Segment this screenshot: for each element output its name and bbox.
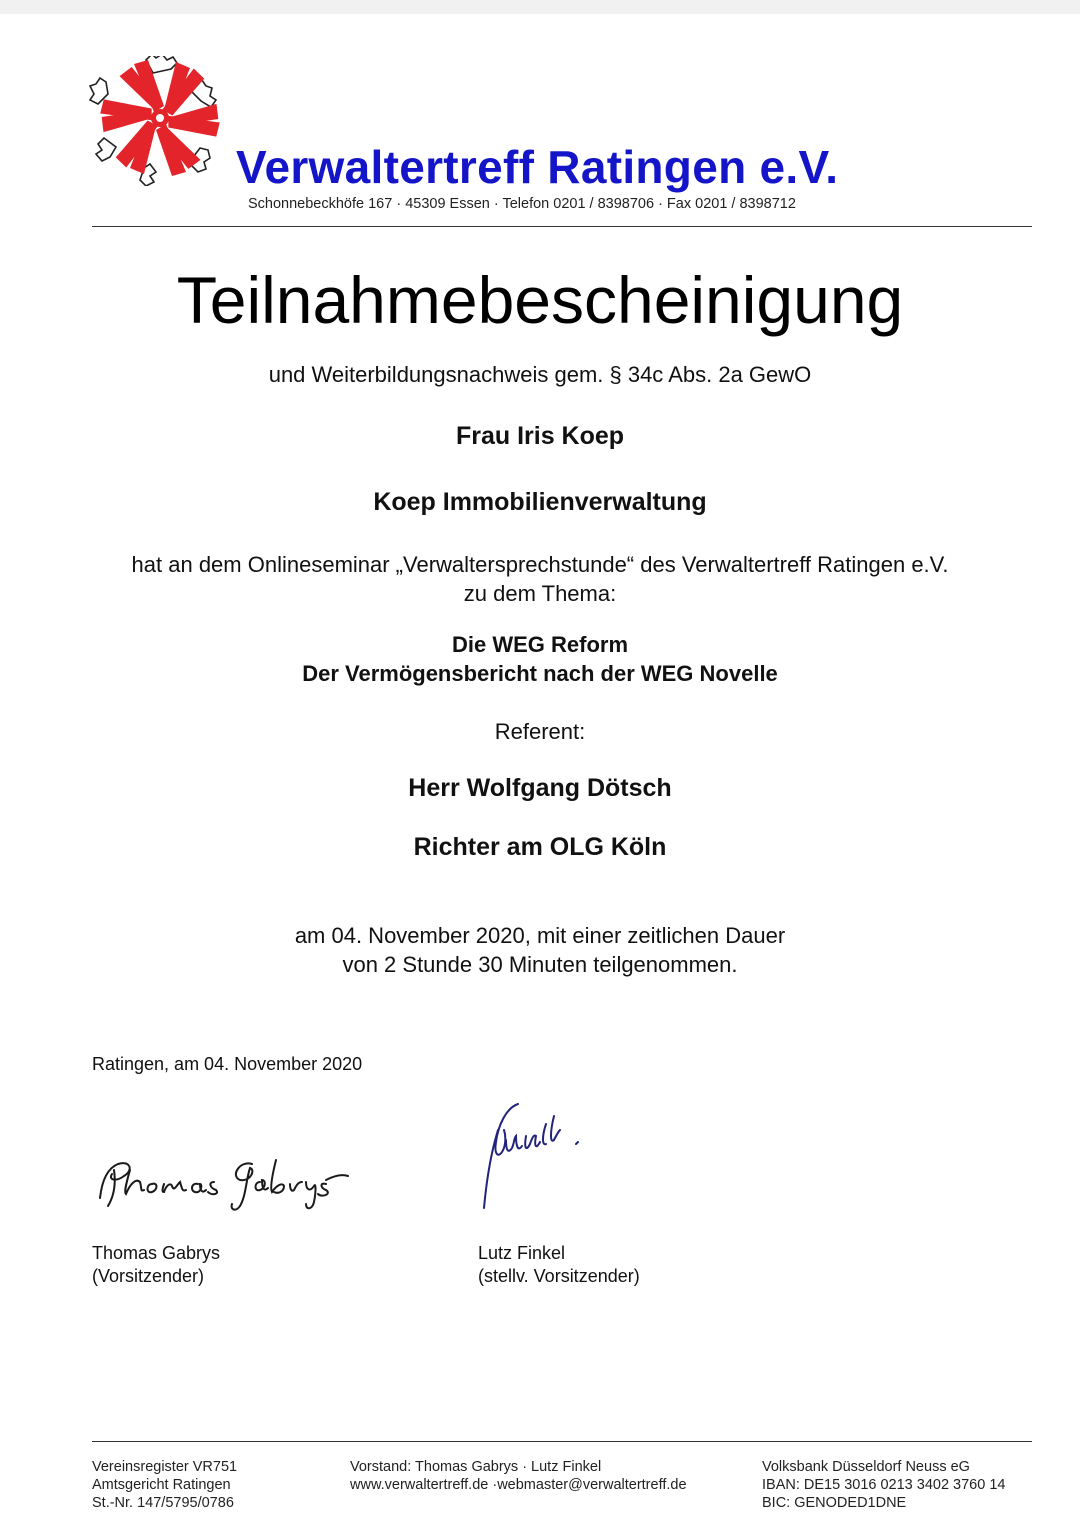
signer-1-role: (Vorsitzender) xyxy=(92,1266,205,1286)
signer-1-block xyxy=(92,1242,220,1288)
organization-address: Schonnebeckhöfe 167 · 45309 Essen · Telefon 0201 / 8398706 · Fax 0201 / 8398712 xyxy=(248,196,796,212)
signer-1-name: Thomas Gabrys xyxy=(92,1243,221,1263)
footer-bic-line: BIC: GENODED1DNE xyxy=(762,1495,907,1511)
signature-thomas-gabrys xyxy=(90,1140,360,1220)
footer-iban-line: IBAN: DE15 3016 0213 3402 3760 14 xyxy=(762,1477,1006,1493)
footer-court-line: Amtsgericht Ratingen xyxy=(92,1477,231,1493)
topic-line-2: Der Vermögensbericht nach der WEG Novelle xyxy=(302,661,778,686)
verwaltertreff-logo xyxy=(88,56,228,186)
place-and-date: Ratingen, am 04. November 2020 xyxy=(92,1054,363,1074)
document-title: Teilnahmebescheinigung xyxy=(176,263,904,337)
footer-web-line: www.verwaltertreff.de ·webmaster@verwaltertreff.de xyxy=(350,1477,687,1493)
participant-name: Frau Iris Koep xyxy=(455,422,625,450)
document-subtitle: und Weiterbildungsnachweis gem. § 34c Abs. 2a GewO xyxy=(268,362,812,387)
header-divider xyxy=(92,226,1032,227)
signer-2-role: (stellv. Vorsitzender) xyxy=(478,1266,640,1286)
date-duration-line-1: am 04. November 2020, mit einer zeitlichen Dauer xyxy=(294,923,786,948)
footer-bank-info xyxy=(762,1458,1005,1512)
footer-register-info xyxy=(92,1458,237,1512)
footer-tax-line: St.-Nr. 147/5795/0786 xyxy=(92,1495,234,1511)
footer-bank-line: Volksbank Düsseldorf Neuss eG xyxy=(762,1459,970,1475)
participant-company: Koep Immobilienverwaltung xyxy=(373,488,707,516)
speaker-name: Herr Wolfgang Dötsch xyxy=(408,774,672,802)
organization-name: Verwaltertreff Ratingen e.V. xyxy=(236,141,839,193)
seminar-intro-line-2: zu dem Thema: xyxy=(463,581,617,606)
topic-line-1: Die WEG Reform xyxy=(451,632,629,657)
speaker-label: Referent: xyxy=(494,719,586,744)
top-bar xyxy=(0,0,1080,14)
date-duration-line-2: von 2 Stunde 30 Minuten teilgenommen. xyxy=(342,952,738,977)
speaker-role: Richter am OLG Köln xyxy=(413,833,667,861)
footer-board-line: Vorstand: Thomas Gabrys · Lutz Finkel xyxy=(350,1459,602,1475)
footer-divider xyxy=(92,1441,1032,1442)
footer-board-info xyxy=(350,1458,687,1494)
seminar-intro-line-1: hat an dem Onlineseminar „Verwaltersprechstunde“ des Verwaltertreff Ratingen e.V. xyxy=(131,552,949,577)
footer-register-line: Vereinsregister VR751 xyxy=(92,1459,238,1475)
signer-2-block xyxy=(478,1242,640,1288)
signature-lutz-finkel xyxy=(476,1096,596,1216)
signer-2-name: Lutz Finkel xyxy=(478,1243,566,1263)
